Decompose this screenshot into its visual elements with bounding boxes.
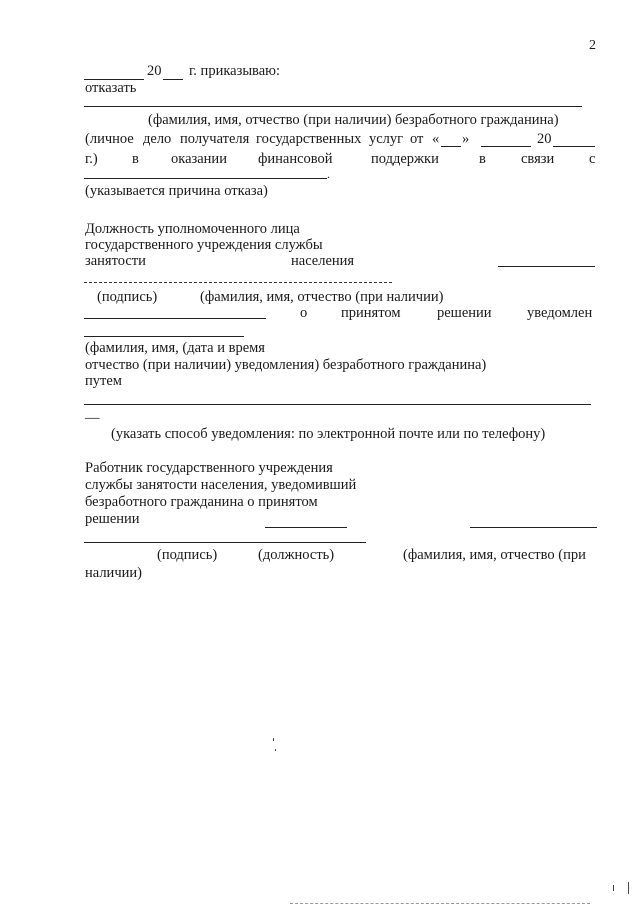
- quote-open: «: [432, 131, 440, 147]
- day-blank-line: [441, 146, 461, 147]
- quote-close: »: [462, 131, 470, 147]
- notification-by-label: путем: [85, 373, 122, 389]
- reason-period: .: [327, 167, 330, 181]
- official-line-3-left: занятости: [85, 253, 146, 269]
- employee-line-3: безработного гражданина о принятом: [85, 494, 318, 510]
- notification-dash: —: [85, 410, 100, 426]
- refusal-word-3: оказании: [171, 151, 227, 167]
- employee-line-4: решении: [85, 511, 140, 527]
- notification-word-1: о: [300, 305, 308, 321]
- employee-caption-fio: (фамилия, имя, отчество (при: [403, 547, 586, 563]
- refusal-word-6: в: [479, 151, 486, 167]
- employee-line-2: службы занятости населения, уведомивший: [85, 477, 357, 493]
- employee-line-1: Работник государственного учреждения: [85, 460, 333, 476]
- notified-name-line: [84, 318, 266, 319]
- unemployed-fio-caption: (фамилия, имя, отчество (при наличии) безработного гражданина): [148, 112, 559, 128]
- scan-speck: [628, 882, 629, 894]
- unemployed-name-line: [84, 106, 582, 107]
- notification-method-line: [84, 404, 591, 405]
- year-blank-line: [163, 79, 183, 80]
- reason-blank-line: [84, 178, 327, 179]
- refusal-word-8: с: [589, 151, 596, 167]
- case-year-prefix: 20: [537, 131, 552, 147]
- case-word-3: получателя: [180, 131, 250, 147]
- scan-speck: [273, 738, 274, 741]
- case-word-1: (личное: [85, 131, 134, 147]
- notification-caption-1: (фамилия, имя, (дата и время: [85, 340, 265, 356]
- month-blank-line: [481, 146, 531, 147]
- case-word-2: дело: [143, 131, 172, 147]
- notified-date-line: [84, 336, 244, 337]
- notification-method-caption: (указать способ уведомления: по электронной почте или по телефону): [111, 426, 546, 442]
- official-line-1: Должность уполномоченного лица: [85, 221, 300, 237]
- refuse-label: отказать: [85, 80, 137, 96]
- notification-word-4: уведомлен: [527, 305, 593, 321]
- official-signature-line: [84, 282, 392, 283]
- employee-position-line: [265, 527, 347, 528]
- year-prefix: 20: [147, 63, 162, 79]
- scan-speck: [275, 749, 276, 751]
- official-line-2: государственного учреждения службы: [85, 237, 323, 253]
- case-word-6: от: [410, 131, 424, 147]
- order-text: г. приказываю:: [189, 63, 281, 79]
- official-caption-fio: (фамилия, имя, отчество (при наличии): [200, 289, 444, 305]
- refusal-word-2: в: [132, 151, 139, 167]
- refusal-word-7: связи: [521, 151, 555, 167]
- refusal-word-5: поддержки: [371, 151, 439, 167]
- employee-caption-fio-cont: наличии): [85, 565, 142, 581]
- page-number: 2: [589, 38, 596, 53]
- case-year-blank-line: [553, 146, 595, 147]
- scan-edge-artifact: [290, 903, 590, 904]
- official-line-3-right: населения: [291, 253, 355, 269]
- official-position-line: [498, 266, 595, 267]
- notification-word-3: решении: [437, 305, 492, 321]
- case-word-4: государственных: [256, 131, 362, 147]
- employee-caption-signature: (подпись): [157, 547, 218, 563]
- official-caption-signature: (подпись): [97, 289, 158, 305]
- case-word-5: услуг: [369, 131, 404, 147]
- refusal-word-1: г.): [85, 151, 98, 167]
- notification-caption-2: отчество (при наличии) уведомления) безработного гражданина): [85, 357, 487, 373]
- employee-caption-position: (должность): [258, 547, 335, 563]
- refusal-word-4: финансовой: [258, 151, 333, 167]
- scan-speck: [613, 885, 614, 891]
- notification-word-2: принятом: [341, 305, 401, 321]
- reason-caption: (указывается причина отказа): [85, 183, 268, 199]
- employee-signature-line: [84, 542, 366, 543]
- employee-fio-line: [470, 527, 597, 528]
